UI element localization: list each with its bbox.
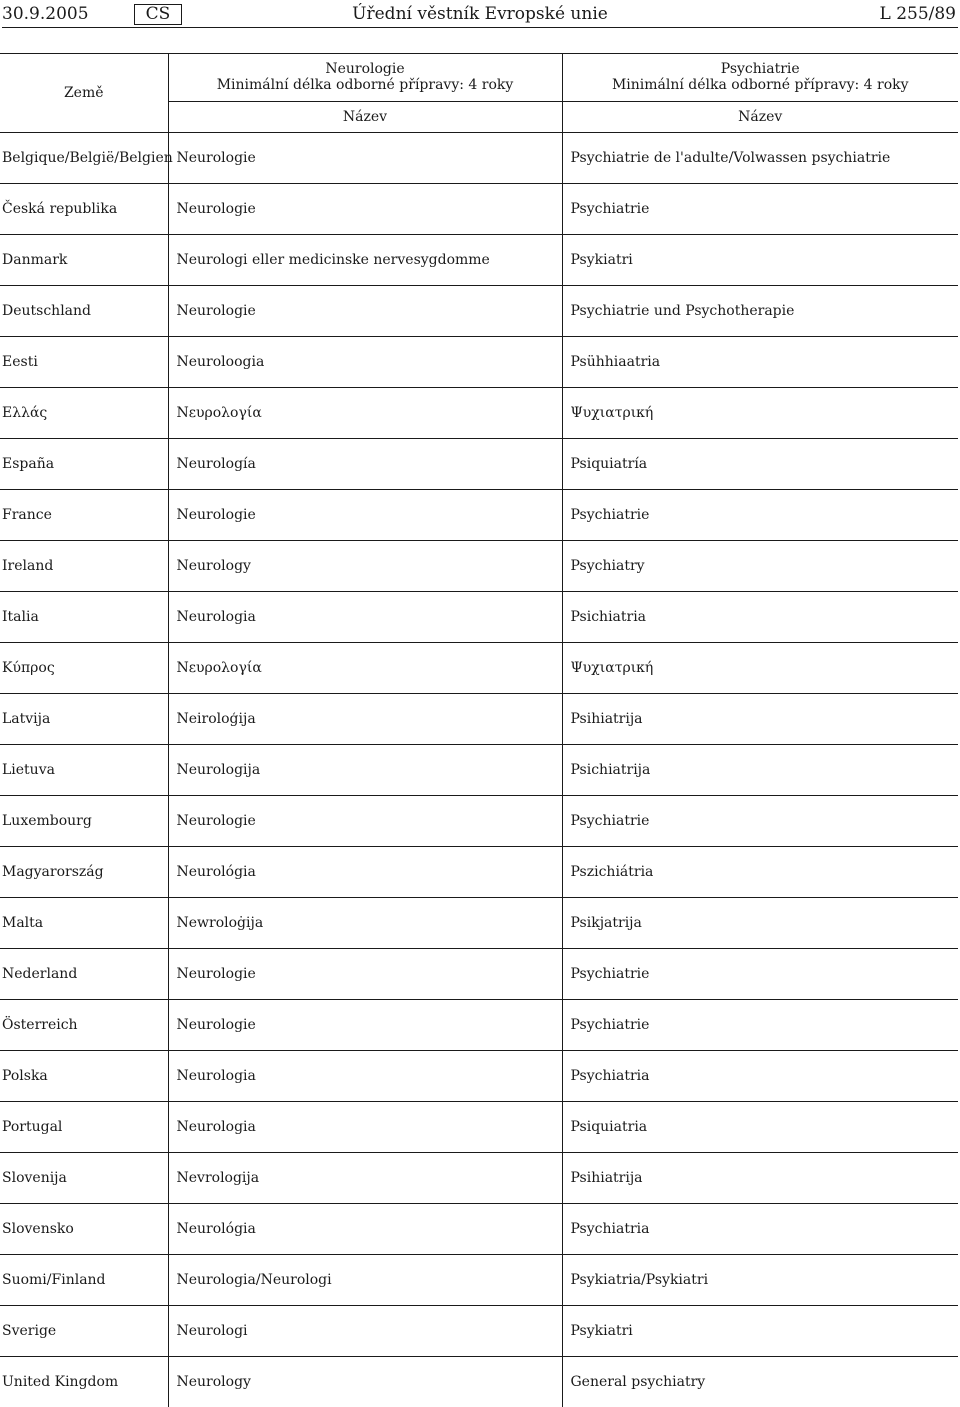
neurology-title-cell: Neurologia: [168, 1102, 562, 1153]
neurology-duration: Minimální délka odborné přípravy: 4 roky: [169, 77, 562, 93]
psychiatry-title-cell: Psychiatria: [562, 1204, 958, 1255]
psychiatry-title-cell: Psihiatrija: [562, 1153, 958, 1204]
psychiatry-title-cell: Psichiatrija: [562, 745, 958, 796]
country-cell: France: [0, 490, 168, 541]
country-cell: Polska: [0, 1051, 168, 1102]
table-row: [0, 133, 958, 184]
table-row: [0, 286, 958, 337]
neurology-title-cell: Neurológia: [168, 847, 562, 898]
psychiatry-title-cell: Psihiatrija: [562, 694, 958, 745]
table-row: [0, 847, 958, 898]
psychiatry-title-cell: Psykiatria/Psykiatri: [562, 1255, 958, 1306]
psychiatry-title-cell: General psychiatry: [562, 1357, 958, 1407]
country-cell: Suomi/Finland: [0, 1255, 168, 1306]
table-row: [0, 796, 958, 847]
country-cell: Österreich: [0, 1000, 168, 1051]
neurology-title-cell: Neurologie: [168, 490, 562, 541]
table-row: [0, 592, 958, 643]
table-row: [0, 1051, 958, 1102]
psychiatry-title-cell: Psiquiatría: [562, 439, 958, 490]
table-row: [0, 1255, 958, 1306]
neurology-title-cell: Neurologija: [168, 745, 562, 796]
country-cell: Ireland: [0, 541, 168, 592]
page-header: [0, 0, 960, 30]
psychiatry-title-cell: Psychiatrie: [562, 184, 958, 235]
country-cell: Slovenija: [0, 1153, 168, 1204]
table-row: [0, 1357, 958, 1407]
country-cell: Lietuva: [0, 745, 168, 796]
neurology-title-cell: Neurologi: [168, 1306, 562, 1357]
table-body: [0, 133, 958, 1407]
table-row: [0, 184, 958, 235]
neurology-title-cell: Neurologie: [168, 949, 562, 1000]
psychiatry-duration: Minimální délka odborné přípravy: 4 roky: [563, 77, 959, 93]
table-row: [0, 898, 958, 949]
country-cell: Ελλάς: [0, 388, 168, 439]
country-cell: Portugal: [0, 1102, 168, 1153]
psychiatry-title-cell: Psychiatria: [562, 1051, 958, 1102]
neurology-title-cell: Νευρολογία: [168, 388, 562, 439]
country-cell: United Kingdom: [0, 1357, 168, 1407]
neurology-title-cell: Neurologie: [168, 184, 562, 235]
country-column-header: Země: [0, 54, 168, 133]
neurology-title-cell: Neurology: [168, 1357, 562, 1407]
country-cell: Belgique/België/Belgien: [0, 133, 168, 184]
psychiatry-title-cell: Psychiatrie: [562, 949, 958, 1000]
neurology-title: Neurologie: [169, 61, 562, 77]
page-reference: L 255/89: [880, 4, 957, 24]
neurology-title-cell: Neurología: [168, 439, 562, 490]
table-row: [0, 439, 958, 490]
neurology-title-cell: Neuroloogia: [168, 337, 562, 388]
neurology-title-cell: Neiroloģija: [168, 694, 562, 745]
table-row: [0, 337, 958, 388]
neurology-title-cell: Neurology: [168, 541, 562, 592]
table-row: [0, 490, 958, 541]
table-row: [0, 643, 958, 694]
neurology-title-cell: Neurológia: [168, 1204, 562, 1255]
psychiatry-column-header: [562, 54, 958, 102]
psychiatry-title-cell: Psychiatrie de l'adulte/Volwassen psychiatrie: [562, 133, 958, 184]
neurology-title-cell: Nevrologija: [168, 1153, 562, 1204]
country-cell: Magyarország: [0, 847, 168, 898]
country-cell: Česká republika: [0, 184, 168, 235]
psychiatry-title-cell: Ψυχιατρική: [562, 388, 958, 439]
psychiatry-title-cell: Psichiatria: [562, 592, 958, 643]
country-cell: Luxembourg: [0, 796, 168, 847]
neurology-title-cell: Neurologi eller medicinske nervesygdomme: [168, 235, 562, 286]
neurology-title-cell: Neurologia: [168, 1051, 562, 1102]
psychiatry-title-cell: Psykiatri: [562, 1306, 958, 1357]
psychiatry-title-cell: Ψυχιατρική: [562, 643, 958, 694]
psychiatry-title-cell: Psikjatrija: [562, 898, 958, 949]
neurology-title-cell: Neurologia: [168, 592, 562, 643]
psychiatry-title-cell: Psiquiatria: [562, 1102, 958, 1153]
table-row: [0, 235, 958, 286]
psychiatry-title: Psychiatrie: [563, 61, 959, 77]
table-row: [0, 1153, 958, 1204]
country-cell: Κύπρος: [0, 643, 168, 694]
neurology-title-cell: Neurologie: [168, 796, 562, 847]
neurology-column-header: [168, 54, 562, 102]
country-cell: Slovensko: [0, 1204, 168, 1255]
neurology-title-cell: Neurologie: [168, 133, 562, 184]
country-cell: Deutschland: [0, 286, 168, 337]
psychiatry-title-cell: Psychiatrie: [562, 490, 958, 541]
neurology-title-cell: Neurologie: [168, 286, 562, 337]
country-cell: Sverige: [0, 1306, 168, 1357]
neurology-title-cell: Newroloġija: [168, 898, 562, 949]
psychiatry-name-header: Název: [562, 101, 958, 132]
psychiatry-title-cell: Pszichiátria: [562, 847, 958, 898]
country-cell: Latvija: [0, 694, 168, 745]
country-cell: Italia: [0, 592, 168, 643]
neurology-title-cell: Neurologie: [168, 1000, 562, 1051]
specialty-table: [0, 53, 958, 1407]
table-row: [0, 388, 958, 439]
country-cell: Nederland: [0, 949, 168, 1000]
psychiatry-title-cell: Psühhiaatria: [562, 337, 958, 388]
psychiatry-title-cell: Psychiatrie und Psychotherapie: [562, 286, 958, 337]
country-cell: Eesti: [0, 337, 168, 388]
journal-title: Úřední věstník Evropské unie: [0, 4, 960, 24]
language-badge: CS: [134, 4, 182, 25]
table-row: [0, 694, 958, 745]
psychiatry-title-cell: Psykiatri: [562, 235, 958, 286]
header-rule: [2, 27, 958, 28]
table-row: [0, 1306, 958, 1357]
neurology-title-cell: Νευρολογία: [168, 643, 562, 694]
table-row: [0, 1204, 958, 1255]
neurology-name-header: Název: [168, 101, 562, 132]
psychiatry-title-cell: Psychiatry: [562, 541, 958, 592]
table-row: [0, 949, 958, 1000]
country-cell: Malta: [0, 898, 168, 949]
country-cell: España: [0, 439, 168, 490]
psychiatry-title-cell: Psychiatrie: [562, 796, 958, 847]
publication-date: 30.9.2005: [2, 4, 89, 24]
table-row: [0, 1000, 958, 1051]
table-row: [0, 1102, 958, 1153]
table-row: [0, 541, 958, 592]
neurology-title-cell: Neurologia/Neurologi: [168, 1255, 562, 1306]
country-cell: Danmark: [0, 235, 168, 286]
table-head: [0, 54, 958, 133]
psychiatry-title-cell: Psychiatrie: [562, 1000, 958, 1051]
table-row: [0, 745, 958, 796]
